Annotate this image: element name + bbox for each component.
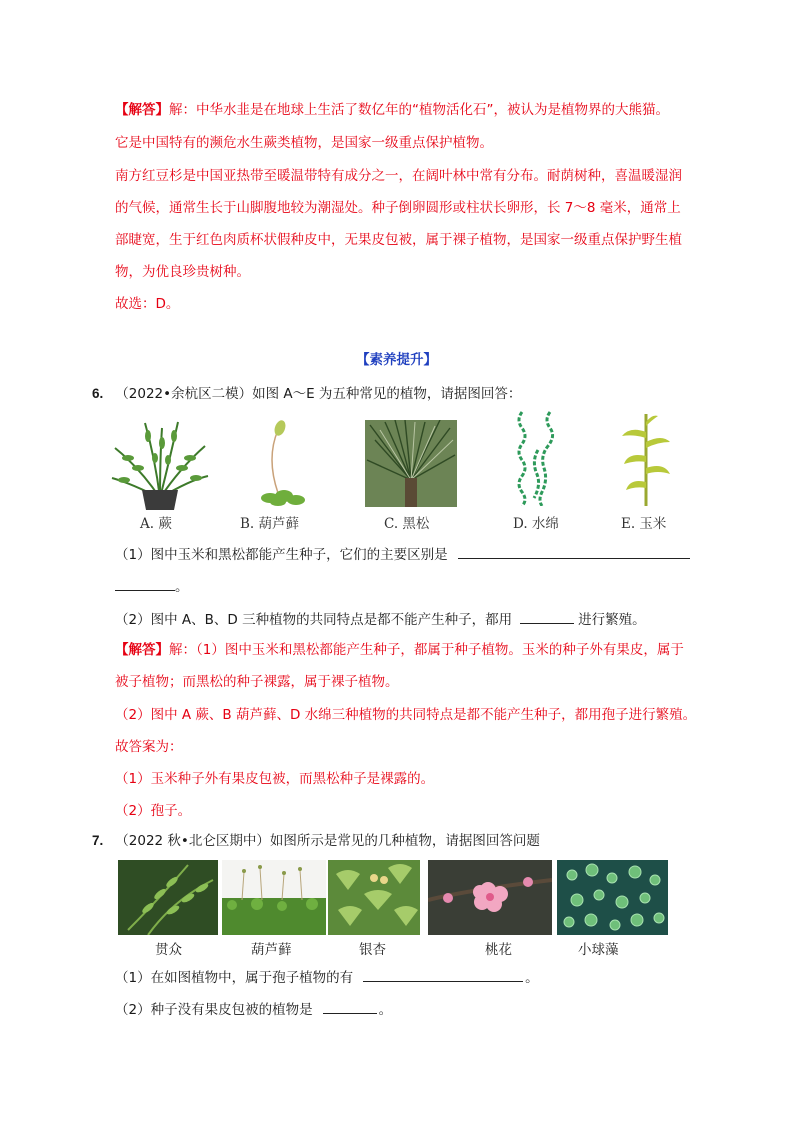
q7-caption-1: 贯众 (155, 942, 182, 958)
moss-photo (222, 860, 326, 935)
chlorella-image (557, 860, 668, 935)
q6-number: 6. (92, 386, 104, 401)
holly-fern-image (118, 860, 218, 935)
pine-image (365, 420, 457, 507)
q6-caption-b: B. 葫芦藓 (240, 516, 300, 532)
q6-caption-c: C. 黑松 (384, 516, 430, 532)
q7-sub1: （1）在如图植物中，属于孢子植物的有 。 (115, 966, 539, 988)
q6-caption-a: A. 蕨 (140, 516, 172, 532)
q6-caption-e: E. 玉米 (621, 516, 667, 532)
peach-blossom-image (428, 860, 552, 935)
q6-answer-line-1: 【解答】解：（1）图中玉米和黑松都能产生种子，都属于种子植物。玉米的种子外有果皮，属于 (115, 642, 684, 658)
q5-answer-line-5: 部睫宽，生于红色肉质杯状假种皮中，无果皮包被，属于裸子植物，是国家一级重点保护野生植 (115, 232, 682, 248)
q6-sub2-blank[interactable] (520, 608, 574, 624)
q7-number: 7. (92, 833, 104, 848)
q6-sub2: （2）图中 A、B、D 三种植物的共同特点是都不能产生种子，都用 进行繁殖。 (115, 608, 646, 630)
answer-tag: 【解答】 (115, 642, 169, 658)
q5-answer-line-4: 的气候，通常生长于山脚腹地较为潮湿处。种子倒卵圆形或柱状长卵形，长 7～8 毫米，通常上 (115, 200, 681, 216)
ginkgo-image (328, 860, 420, 935)
q6-stem: 6. （2022•余杭区二模）如图 A～E 为五种常见的植物，请据图回答： (92, 386, 522, 402)
spirogyra-image (512, 410, 562, 506)
q6-sub1: （1）图中玉米和黑松都能产生种子，它们的主要区别是 (115, 543, 690, 565)
q7-sub1-blank[interactable] (363, 966, 523, 982)
q7-caption-2: 葫芦藓 (251, 942, 292, 958)
q5-answer-line-3: 南方红豆杉是中国亚热带至暖温带特有成分之一，在阔叶林中常有分布。耐荫树种，喜温暖湿润 (115, 168, 682, 184)
q7-sub2-blank[interactable] (323, 998, 377, 1014)
corn-image (620, 412, 672, 506)
section-title: 【素养提升】 (356, 352, 437, 368)
q5-answer-line-7: 故选：D。 (115, 296, 180, 312)
q5-answer-line-6: 物，为优良珍贵树种。 (115, 264, 250, 280)
q6-caption-d: D. 水绵 (513, 516, 559, 532)
q6-answer-line-4: 故答案为： (115, 739, 183, 755)
q7-caption-4: 桃花 (485, 942, 512, 958)
fern-image (110, 418, 210, 510)
q7-sub2: （2）种子没有果皮包被的植物是 。 (115, 998, 392, 1020)
q5-answer-line-1: 【解答】解：中华水韭是在地球上生活了数亿年的“植物活化石”，被认为是植物界的大熊猫。 (115, 102, 669, 118)
answer-tag: 【解答】 (115, 102, 169, 118)
q6-sub1-cont: 。 (115, 575, 189, 597)
q5-answer-line-2: 它是中国特有的濒危水生蕨类植物，是国家一级重点保护植物。 (115, 135, 493, 151)
q6-sub1-blank-cont[interactable] (115, 575, 175, 591)
q6-answer-line-6: （2）孢子。 (115, 803, 192, 819)
q7-stem: 7. （2022 秋•北仑区期中）如图所示是常见的几种植物，请据图回答问题 (92, 833, 540, 849)
q7-caption-5: 小球藻 (578, 942, 619, 958)
q7-caption-3: 银杏 (359, 942, 386, 958)
q6-answer-line-3: （2）图中 A 蕨、B 葫芦藓、D 水绵三种植物的共同特点是都不能产生种子，都用孢子进行繁殖。 (115, 707, 697, 723)
q6-answer-line-5: （1）玉米种子外有果皮包被，而黑松种子是裸露的。 (115, 771, 435, 787)
q6-answer-line-2: 被子植物；而黑松的种子裸露，属于裸子植物。 (115, 674, 399, 690)
moss-image (258, 418, 308, 508)
q6-sub1-blank[interactable] (458, 543, 690, 559)
